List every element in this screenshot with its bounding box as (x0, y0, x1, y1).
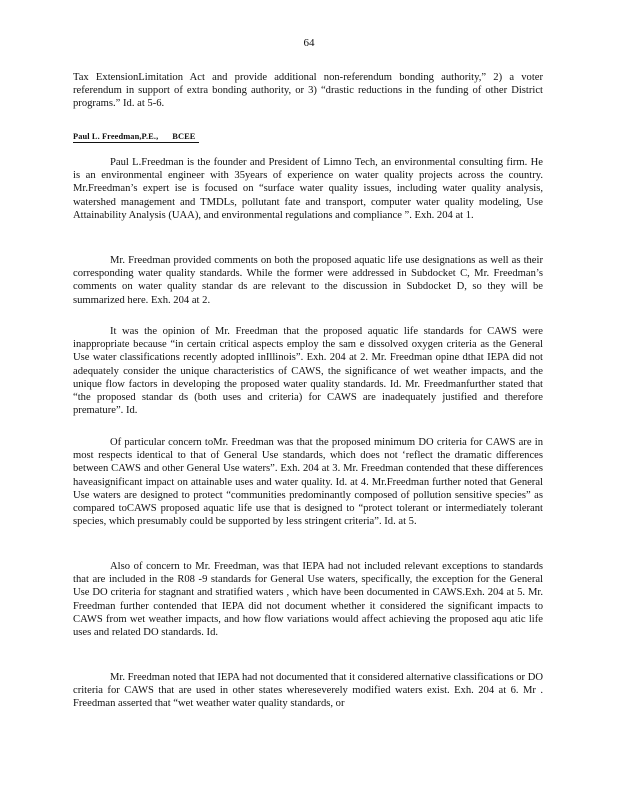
body-paragraph: Mr. Freedman provided comments on both the proposed aquatic life use designations as well as their corresponding water quality standards. While the former were addressed in Subdocket C, Mr. Freedman’s comments on water quality standar ds are relevant to the discussion in Subdocket D, so they will be summarized here. Exh. 204 at 2. (73, 255, 543, 306)
body-paragraph: Of particular concern toMr. Freedman was that the proposed minimum DO criteria for CAWS are in most respects identical to that of General Use standards, which does not ‘reflect the dramatic differences between CAWS and other General Use waters”. Exh. 204 at 3. Mr. Freedman contended that these differences haveasignificant impact on attainable uses and water quality. Id. at 4. Mr.Freedman further noted that General Use waters are designed to protect “communities predominantly composed of pollution sensitive species” as compared toCAWS proposed aquatic life use that is designed to “protect tolerant or intermediately tolerant species, which presumably could be supported by less stringent criteria”. Id. at 5. (73, 437, 543, 528)
paragraph-block-5 (73, 560, 543, 639)
body-paragraph: Mr. Freedman noted that IEPA had not documented that it considered alternative classifications or DO criteria for CAWS that are used in other states whereseverely modified waters exist. Exh. 204 at 6. Mr . Freedman asserted that “wet weather water quality standards, or (73, 672, 543, 710)
paragraph-block-6 (73, 671, 543, 711)
witness-credential: BCEE (172, 132, 196, 141)
intro-paragraph: Tax ExtensionLimitation Act and provide additional non-referendum bonding authority,” 2) a voter referendum in support of extra bonding authority, or 3) “drastic reductions in the funding of other District programs.” Id. at 5-6. (73, 72, 543, 110)
paragraph-block-2 (73, 254, 543, 307)
paragraph-block-3 (73, 325, 543, 417)
witness-heading (73, 131, 199, 143)
body-paragraph: Also of concern to Mr. Freedman, was that IEPA had not included relevant exceptions to standards that are included in the R08 -9 standards for General Use waters, specifically, the exception for the General Use DO criteria for stagnant and stratified waters , which have been documented in CAWS.Exh. 204 at 5. Mr. Freedman further contended that IEPA did not document whether it considered the significant impacts to CAWS from wet weather impacts, and how flow variations would affect achieving the proposed aqu atic life uses and related DO standards. Id. (73, 561, 543, 639)
paragraph-block-1 (73, 156, 543, 222)
paragraph-block-4 (73, 436, 543, 528)
body-paragraph: Paul L.Freedman is the founder and President of Limno Tech, an environmental consulting firm. He is an environmental engineer with 35years of experience on water quality projects across the country. Mr.Freedman’s expert ise is focused on “surface water quality issues, including water quality analysis, watershed management and TMDLs, pollutant fate and transport, computer water quality modeling, Use Attainability Analysis (UAA), and environmental regulations and compliance ”. Exh. 204 at 1. (73, 157, 543, 221)
witness-name: Paul L. Freedman,P.E., (73, 132, 159, 141)
body-paragraph: It was the opinion of Mr. Freedman that the proposed aquatic life standards for CAWS were inappropriate because “in certain critical aspects employ the sam e dissolved oxygen criteria as the General Use water classifications recently adopted inIllinois”. Exh. 204 at 2. Mr. Freedman opine dthat IEPA did not adequately consider the unique characteristics of CAWS, the significance of wet weather impacts, and the unique flow factors in developing the proposed water quality standards. Id. Mr. Freedmanfurther stated that “the proposed standar ds (both uses and criteria) for CAWS are inadequately justified and therefore premature”. Id. (73, 326, 543, 417)
page-number: 64 (303, 37, 315, 49)
intro-paragraph-block (73, 71, 543, 111)
